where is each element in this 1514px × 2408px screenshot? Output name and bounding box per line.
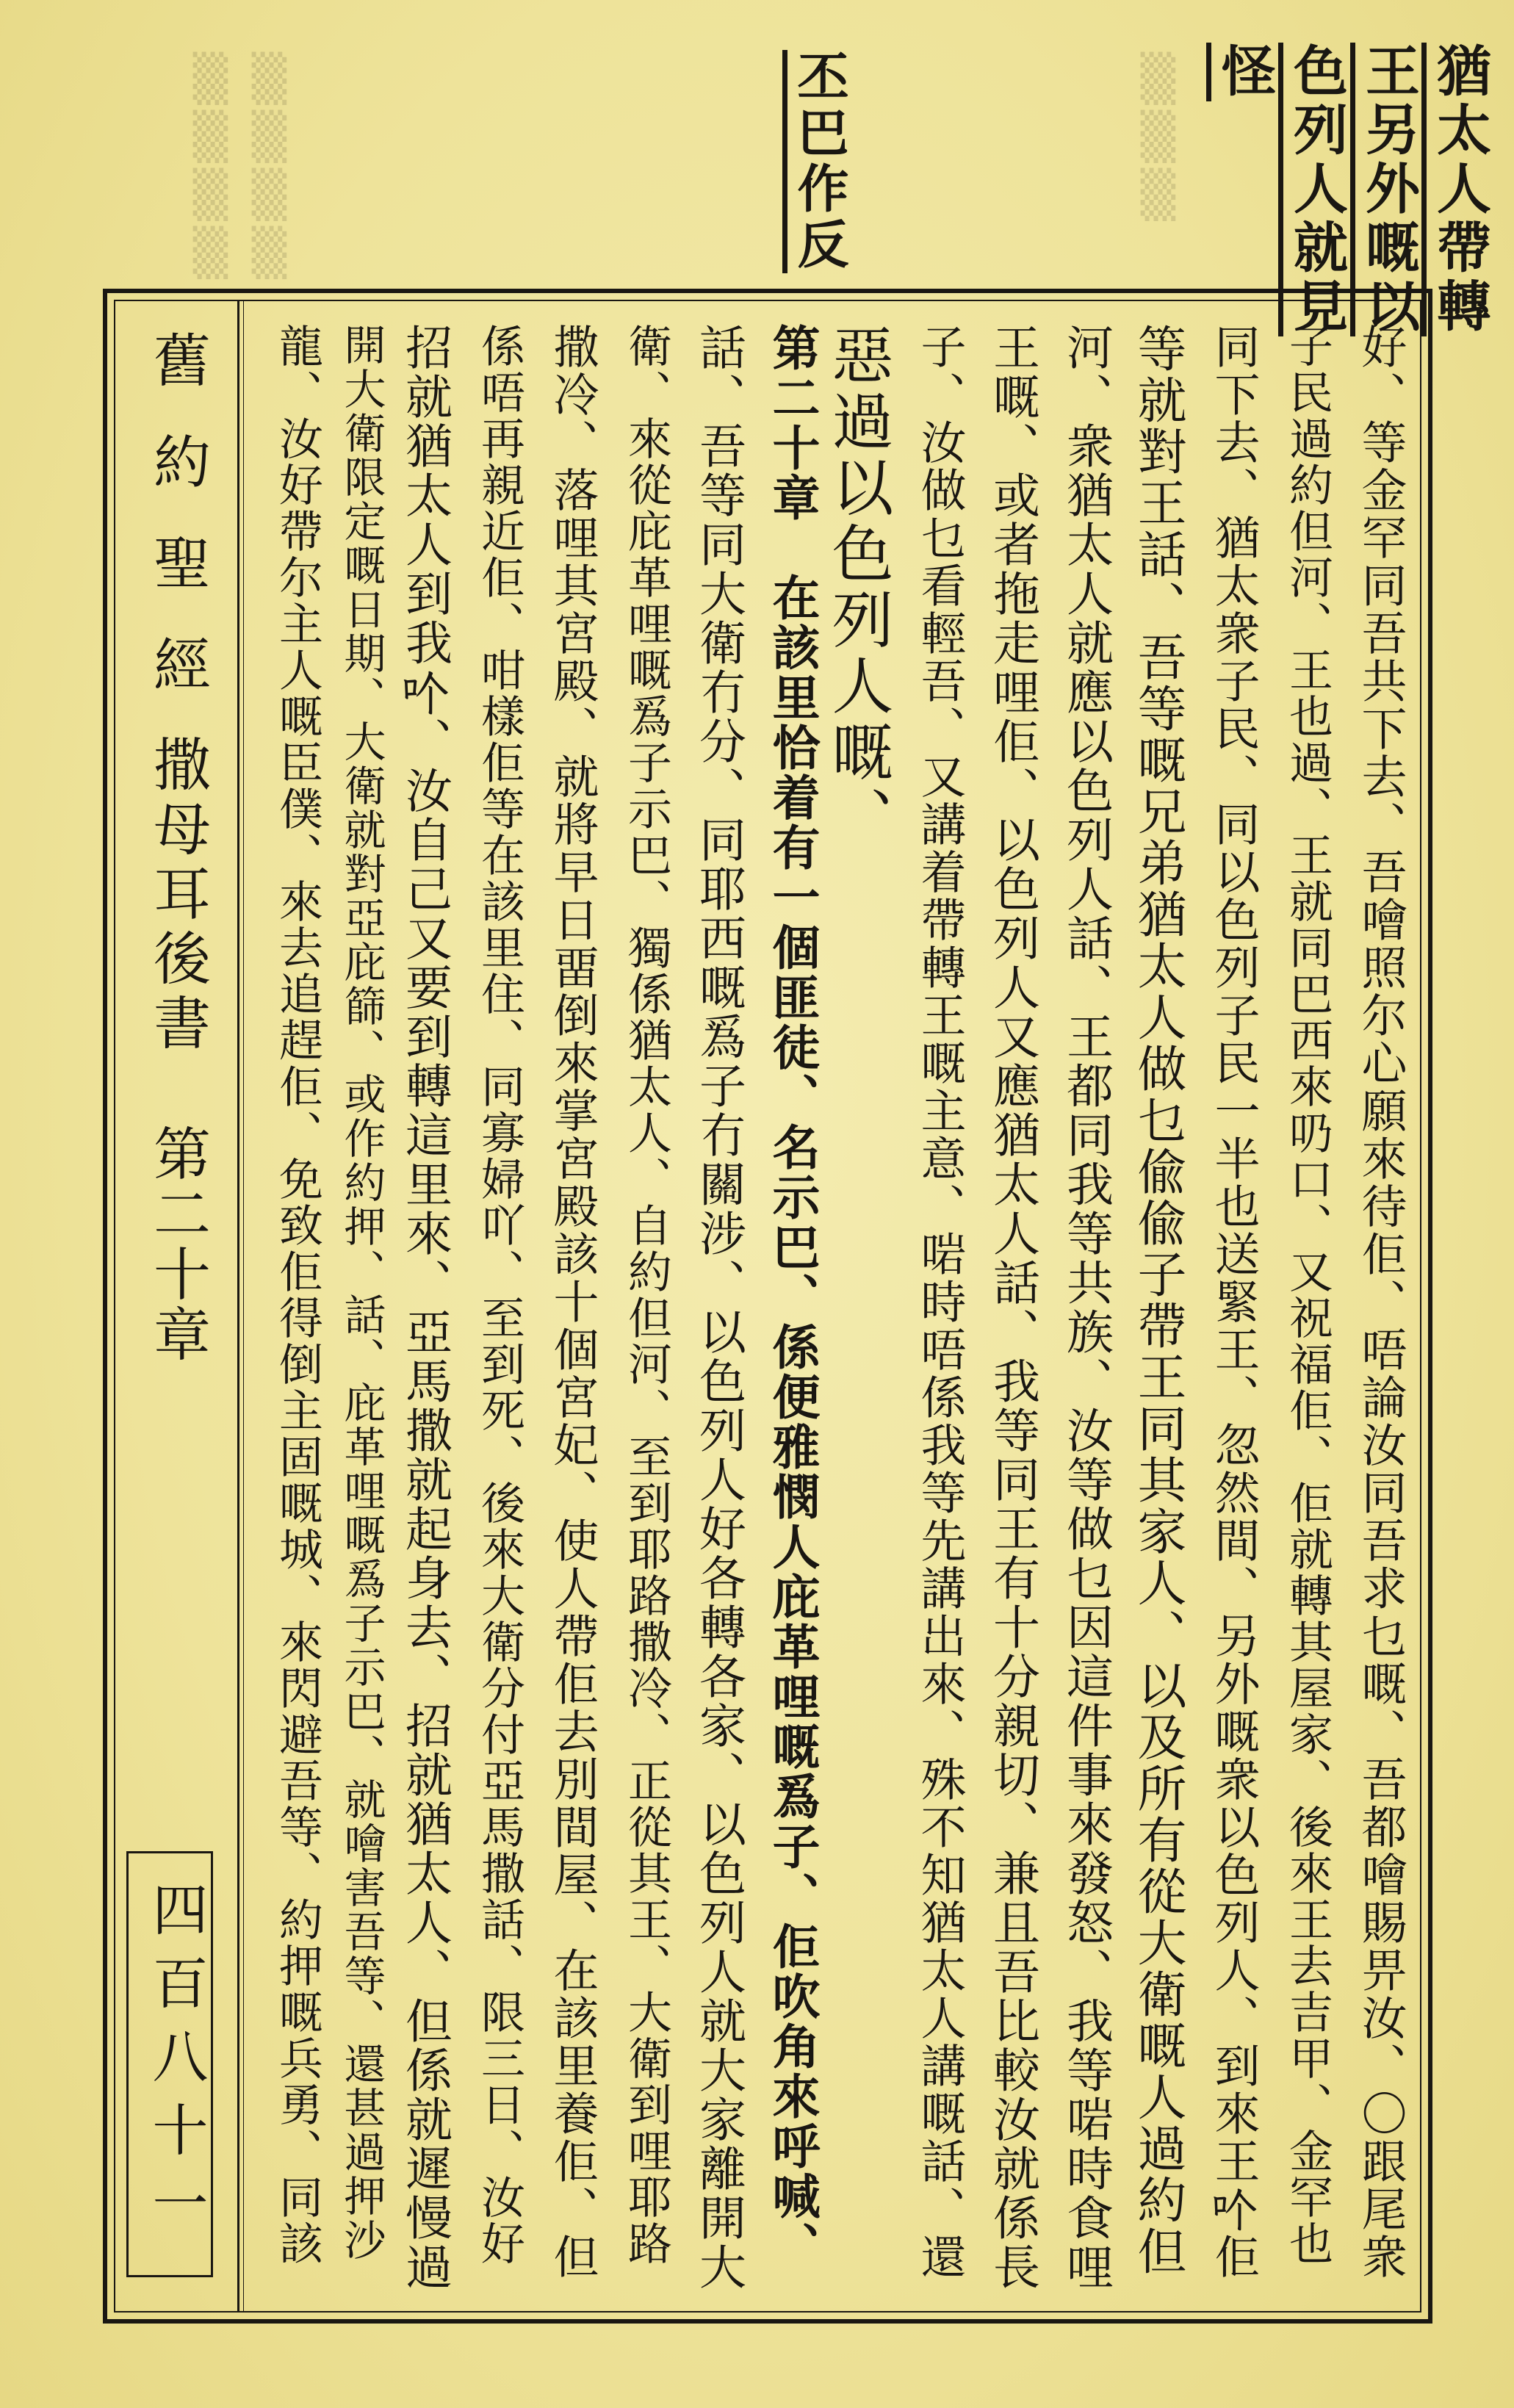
- bleed-through-ghost: ▒▒▒: [1131, 51, 1185, 226]
- text-column: 子民過約但河、王也過、王就同巴西來𠮨口、又祝福佢、佢就轉其屋家、後來王去吉甲、金罕也: [1282, 323, 1333, 2267]
- bleed-through-ghost: ▒▒▒▒: [184, 51, 237, 284]
- margin-note: 丕巴作反: [782, 50, 845, 273]
- chapter-start-column: 第二十章 在該里恰着有一個匪徒、名示巴、係便雅憫人庇革哩嘅𤔡子、佢吹角來呼喊、: [764, 323, 820, 2271]
- margin-note: 王另外嘅以: [1350, 43, 1416, 336]
- running-head-book: 撒母耳後書: [144, 735, 210, 1058]
- text-column: 子、汝做乜看輕吾、又講着帶轉王嘅主意、啱時唔係我等先講出來、殊不知猶太人講嘅話、還: [913, 323, 967, 2281]
- margin-rule: [237, 300, 239, 2313]
- margin-rule: [243, 300, 244, 2313]
- text-column: 係唔再親近佢、咁樣佢等在該里住、同寡婦吖、至到死、後來大衛分付亞馬撒話、限三日、汝好: [474, 323, 525, 2267]
- running-head-title: 舊約聖經: [144, 331, 210, 736]
- text-column: 開大衛限定嘅日期、大衛就對亞庇篩、或作約押、話、庇革哩嘅𤔡子示巴、就噲害吾等、還甚過押沙: [337, 323, 386, 2263]
- text-column: 等就對王話、吾等嘅兄弟猶太人做乜偸偸子帶王同其家人、以及所有從大衛嘅人過約但: [1130, 323, 1187, 2277]
- text-column: 撒冷、落哩其宮殿、就將早日畱倒來掌宮殿該十個宮妃、使人帶佢去別間屋、在該里養佢、但: [546, 323, 599, 2281]
- margin-note: 怪: [1206, 43, 1272, 101]
- text-column: 惡過以色列人嘅、: [822, 323, 894, 852]
- text-column: 好、等金罕同吾共下去、吾噲照尔心願來待佢、唔論汝同吾求乜嘅、吾都噲賜畀汝、〇跟尾衆: [1354, 323, 1407, 2281]
- text-column: 同下去、猶太衆子民、同以色列子民一半也送緊王、忽然間、另外嘅衆以色列人、到來王𠮶佢: [1207, 323, 1261, 2281]
- page-number: 四百八十一: [143, 1881, 209, 2248]
- bleed-through-ghost: ▒▒▒▒: [242, 51, 296, 284]
- text-column: 衛、來從庇革哩嘅𤔡子示巴、獨係猶太人、自約但河、至到耶路撒冷、正從其王、大衛到哩耶路: [621, 323, 672, 2267]
- text-column: 龍、汝好帶尔主人嘅臣僕、來去追趕佢、免致佢得倒主固嘅城、來閃避吾等、約押嘅兵勇、同該: [272, 323, 323, 2267]
- margin-note: 猶太人帶轉: [1421, 43, 1487, 336]
- running-head-chapter: 第二十章: [144, 1124, 210, 1365]
- text-column: 河、衆猶太人就應以色列人話、王都同我等共族、汝等做乜因這件事來發怒、我等啱時食哩: [1059, 323, 1113, 2292]
- margin-note: 色列人就見: [1278, 43, 1344, 336]
- text-column: 王嘅、或者拖走哩佢、以色列人又應猶太人話、我等同王有十分親切、兼且吾比較汝就係長: [985, 323, 1039, 2292]
- text-column: 招就猶太人到我𠮶、汝自己又要到轉這里來、亞馬撒就起身去、招就猶太人、但係就遲慢過: [397, 323, 452, 2292]
- text-column: 話、吾等同大衛冇分、同耶西嘅𤔡子冇關涉、以色列人好各轉各家、以色列人就大家離開大: [691, 323, 746, 2292]
